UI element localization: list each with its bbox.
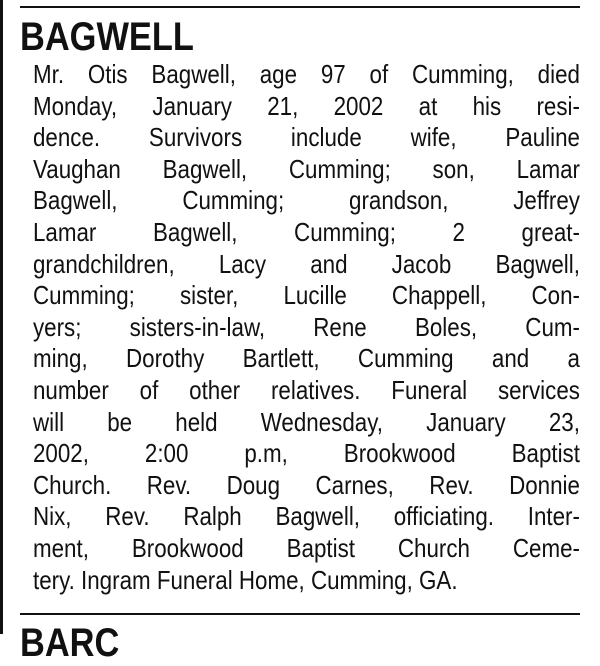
obituary-line: Mr. Otis Bagwell, age 97 of Cumming, died	[33, 59, 580, 89]
obituary-line: number of other relatives. Funeral services	[33, 374, 580, 405]
obituary-line: Church. Rev. Doug Carnes, Rev. Donnie	[33, 469, 580, 500]
obituary-line: Bagwell, Cumming; grandson, Jeffrey	[33, 185, 580, 216]
top-divider-rule	[20, 6, 580, 8]
obituary-line: tery. Ingram Funeral Home, Cumming, GA.	[33, 564, 458, 595]
obituary-line: grandchildren, Lacy and Jacob Bagwell,	[33, 248, 580, 279]
obituary-line: ming, Dorothy Bartlett, Cumming and a	[33, 343, 580, 374]
obituary-line: Monday, January 21, 2002 at his resi-	[33, 90, 580, 121]
obituary-line: Vaughan Bagwell, Cumming; son, Lamar	[33, 153, 580, 184]
obituary-line: Lamar Bagwell, Cumming; 2 great-	[33, 216, 580, 247]
obituary-line: Cumming; sister, Lucille Chappell, Con-	[33, 280, 580, 311]
obituary-line: will be held Wednesday, January 23,	[33, 406, 580, 437]
obituary-line: 2002, 2:00 p.m, Brookwood Baptist	[33, 438, 580, 469]
obituary-line: Nix, Rev. Ralph Bagwell, officiating. Inter-	[33, 501, 580, 532]
obituary-line: ment, Brookwood Baptist Church Ceme-	[33, 532, 580, 563]
bottom-divider-rule	[20, 613, 580, 615]
next-obituary-heading: BARC	[20, 621, 120, 665]
obituary-name-heading: BAGWELL	[20, 15, 194, 59]
column-left-rule	[0, 0, 3, 634]
obituary-line: dence. Survivors include wife, Pauline	[33, 122, 580, 153]
obituary-body	[33, 59, 580, 609]
obituary-line: yers; sisters-in-law, Rene Boles, Cum-	[33, 311, 580, 342]
